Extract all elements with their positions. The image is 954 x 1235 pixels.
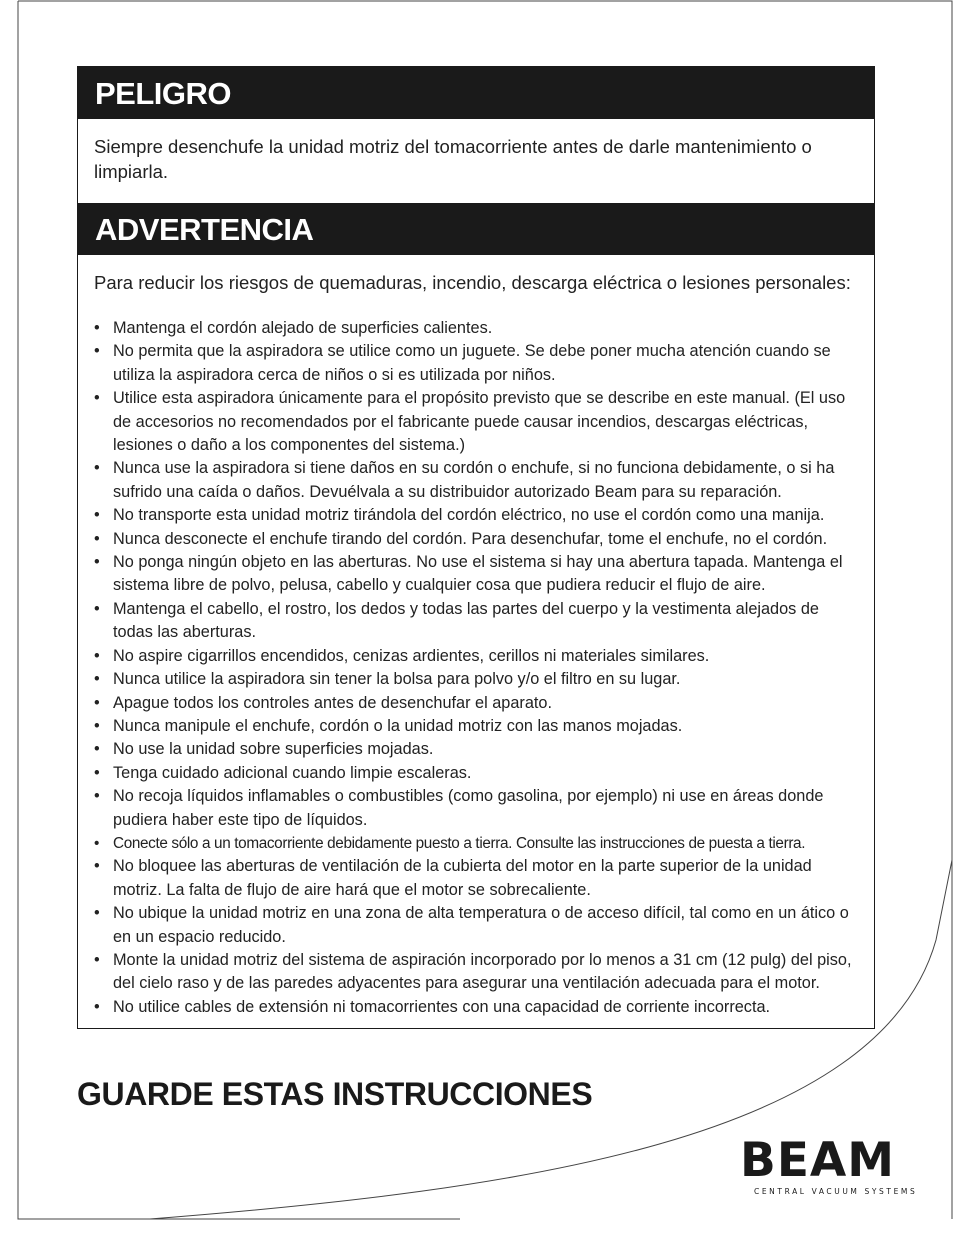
warning-item-text: No transporte esta unidad motriz tirándola del cordón eléctrico, no use el cordón como una manija. [113,506,825,525]
warning-item [94,832,860,855]
bullet-icon: • [94,716,100,735]
warning-item [94,340,860,387]
warning-item [94,528,860,551]
save-instructions-title: GUARDE ESTAS INSTRUCCIONES [77,1076,593,1112]
bullet-icon: • [94,459,100,478]
warning-item [94,504,860,527]
bullet-icon: • [94,506,100,525]
warning-item-text: Utilice esta aspiradora únicamente para el propósito previsto que se describe en este manual. (El uso de accesorios no recomendados por el fabricante puede causar incendios, descargas eléctricas, lesiones o daño a los componentes del sistema.) [113,389,846,455]
bullet-icon: • [94,857,100,876]
warning-item [94,645,860,668]
bullet-icon: • [94,342,100,361]
warning-item [94,785,860,832]
bullet-icon: • [94,646,100,665]
warning-item-text: Tenga cuidado adicional cuando limpie escaleras. [113,763,472,782]
brand-tagline: CENTRAL VACUUM SYSTEMS [754,1187,918,1196]
bullet-icon: • [94,319,100,337]
warning-item [94,692,860,715]
warning-item [94,855,860,902]
safety-notice-box [77,66,875,1029]
brand-wordmark: BEAM [740,1133,896,1188]
warning-item-text: No permita que la aspiradora se utilice como un juguete. Se debe poner mucha atención cuando se utiliza la aspiradora cerca de niños o si es utilizada por niños. [113,342,831,384]
warning-item-text: No ponga ningún objeto en las aberturas. No use el sistema si hay una abertura tapada. Mantenga el sistema libre de polvo, pelusa, cabello y cualquier cosa que pudiera reducir el flujo de aire. [113,553,843,595]
warning-intro: Para reducir los riesgos de quemaduras, incendio, descarga eléctrica o lesiones personales: [94,272,851,293]
warning-item-text: Mantenga el cabello, el rostro, los dedos y todas las partes del cuerpo y la vestimenta alejados de todas las aberturas. [113,599,819,642]
bullet-icon: • [94,670,100,689]
warning-item-text: No aspire cigarrillos encendidos, cenizas ardientes, cerillos ni materiales similares. [113,646,710,665]
warning-item-text: Nunca use la aspiradora si tiene daños en su cordón o enchufe, si no funciona debidamente, o si ha sufrido una caída o daños. Devuélvala a su distribuidor autorizado Beam para su reparación. [113,459,835,501]
warning-item-text: Nunca desconecte el enchufe tirando del cordón. Para desenchufar, tome el enchufe, no el cordón. [113,529,828,548]
warning-item [94,668,860,691]
warning-item-text: No bloquee las aberturas de ventilación de la cubierta del motor en la parte superior de la unidad motriz. La falta de flujo de aire hará que el motor se sobrecaliente. [113,857,812,899]
warning-item-text: Apague todos los controles antes de desenchufar el aparato. [113,693,552,712]
warning-item-text: No ubique la unidad motriz en una zona de alta temperatura o de acceso difícil, tal como en un ático o en un espacio reducido. [113,904,849,946]
warning-item [94,715,860,738]
bullet-icon: • [94,787,100,806]
bullet-icon: • [94,834,100,852]
bullet-icon: • [94,599,100,618]
bullet-icon: • [94,950,100,969]
warning-heading: ADVERTENCIA [78,203,874,255]
bullet-icon: • [94,389,100,408]
warning-item [94,738,860,761]
warning-item-text: Mantenga el cordón alejado de superficies calientes. [113,319,493,337]
warning-item-text: No use la unidad sobre superficies mojadas. [113,740,434,759]
warning-list [78,317,874,1019]
warning-item-text: Conecte sólo a un tomacorriente debidamente puesto a tierra. Consulte las instrucciones de puesta a tierra. [113,834,806,852]
warning-item [94,902,860,949]
warning-item-text: Nunca manipule el enchufe, cordón o la unidad motriz con las manos mojadas. [113,716,683,735]
bullet-icon: • [94,553,100,572]
bullet-icon: • [94,529,100,548]
warning-item-text: No utilice cables de extensión ni tomacorrientes con una capacidad de corriente incorrecta. [113,997,771,1016]
danger-text: Siempre desenchufe la unidad motriz del tomacorriente antes de darle mantenimiento o limpiarla. [94,136,812,182]
bullet-icon: • [94,763,100,782]
beam-logo [740,1133,918,1198]
danger-heading: PELIGRO [78,67,874,119]
warning-item [94,996,860,1019]
warning-item [94,387,860,457]
warning-item-text: Nunca utilice la aspiradora sin tener la bolsa para polvo y/o el filtro en su lugar. [113,670,681,689]
warning-item [94,949,860,996]
bullet-icon: • [94,740,100,759]
bullet-icon: • [94,693,100,712]
warning-item [94,457,860,504]
warning-item [94,598,860,645]
warning-item-text: No recoja líquidos inflamables o combustibles (como gasolina, por ejemplo) ni use en áreas donde pudiera haber este tipo de líquidos. [113,787,824,829]
warning-item [94,317,860,340]
warning-item [94,551,860,598]
bullet-icon: • [94,997,100,1016]
warning-item-text: Monte la unidad motriz del sistema de aspiración incorporado por lo menos a 31 cm (12 pulg) del piso, del cielo raso y de las paredes adyacentes para asegurar una ventilación adecuada para el motor. [113,950,852,993]
bullet-icon: • [94,904,100,923]
warning-item [94,762,860,785]
